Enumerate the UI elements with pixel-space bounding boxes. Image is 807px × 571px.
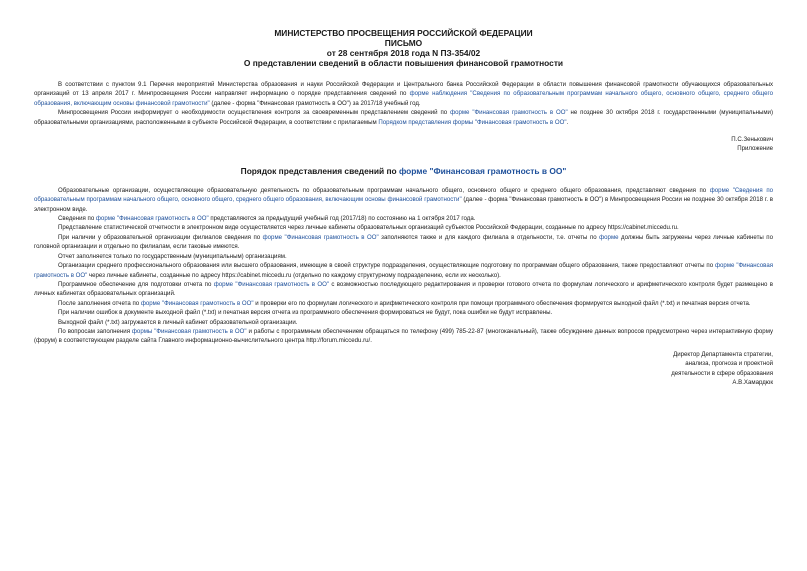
ministry-title: МИНИСТЕРСТВО ПРОСВЕЩЕНИЯ РОССИЙСКОЙ ФЕДЕРАЦИИ: [274, 28, 533, 38]
intro-text: (далее - форма "Финансовая грамотность в ОО") за 2017/18 учебный год.: [209, 99, 421, 107]
body-paragraph-2: [34, 214, 773, 223]
signer-title-line-3: деятельности в сфере образования: [671, 369, 773, 377]
intro-text: В соответствии с пунктом 9.1 Перечня мероприятий Министерства образования и науки Российской Федерации и Центрального банка Российской Федерации в области повышения финансовой грамотности обучающихся образовательных организаций от 13 апреля 2017 г. Минпросвещения России направляет информацию о порядке представления сведений по: [34, 81, 773, 98]
signer-name: П.С.Зенькович: [731, 136, 773, 144]
body-text: Программное обеспечение для подготовки отчета по: [58, 280, 214, 288]
form-financial-literacy-link[interactable]: форме "Финансовая грамотность в ОО": [34, 262, 774, 279]
section-title: [34, 166, 773, 176]
body-text: Организации среднего профессионального образования или высшего образования, имеющие в своей структуре подразделения, осуществляющие подготовку по программам общего образования, также предоставляют отчеты по: [58, 262, 716, 270]
section-title-form-link[interactable]: форме "Финансовая грамотность в ОО": [398, 165, 567, 176]
body-paragraph-5: Отчет заполняется только по государственным (муниципальным) организациям.: [58, 252, 287, 260]
intro-paragraph-2: [34, 108, 773, 127]
form-financial-literacy-link[interactable]: форме "Финансовая грамотность в ОО": [262, 233, 379, 241]
body-text: через личные кабинеты, созданные по адресу https://cabinet.miccedu.ru (отдельно по каждому структурному подразделению, если их несколько).: [87, 271, 501, 279]
body-text: заполняются также и для каждого филиала в отдельности, т.е. отчеты по: [378, 233, 600, 241]
body-text: с возможностью последующего редактирования и проверки готового отчета по формулам логического и арифметического контроля будет размещено в личных кабинетах образовательных организаций.: [34, 280, 773, 298]
body-paragraph-10: Выходной файл (*.txt) загружается в личный кабинет образовательной организации.: [58, 318, 298, 326]
section-title-text: Порядок представления сведений по: [240, 165, 399, 176]
signature-block: [34, 350, 773, 388]
form-financial-literacy-link[interactable]: форме "Финансовая грамотность в ОО": [140, 299, 254, 307]
document-type: ПИСЬМО: [384, 38, 423, 48]
intro-text: .: [566, 118, 569, 126]
intro-paragraph-1: [34, 80, 773, 108]
intro-text: не позднее 30 октября 2018 г. государственными (муниципальными) образовательными организациями, расположенными в субъекте Российской Федерации, в соответствии с прилагаемым: [34, 109, 773, 126]
body-text: и работы с программным обеспечением обращаться по телефону (499) 785-22-87 (многоканальный), также обсуждение данных вопросов предусмотрено через интерактивную форму (форум) в соответствующем разделе сайта Главного информационно-вычислительного центра http://forum.miccedu.ru/.: [34, 327, 773, 345]
body-text: По вопросам заполнения: [58, 327, 132, 335]
body-text: (далее - форма "Финансовая грамотность в ОО") в Минпросвещения России не позднее 30 октября 2018 г. в электронном виде.: [34, 196, 774, 213]
body-paragraph-3: Представление статистической отчетности в электронном виде осуществляется через личные кабинеты образовательных организаций субъектов Российской Федерации, созданные по адресу https://cabinet.miccedu.ru.: [58, 224, 679, 232]
form-observation-link[interactable]: форме наблюдения "Сведения по образовательным программам начального общего, основного общего, среднего общего образования, включающим основы финансовой грамотности": [34, 90, 773, 107]
signer-title-line-2: анализа, прогноза и проектной: [685, 360, 773, 368]
form-observation-link[interactable]: форме "Сведения по образовательным программам начального общего, основного общего, среднего общего образования, включающим основы финансовой грамотности": [34, 186, 774, 204]
document-header: [34, 28, 773, 68]
body-text: и проверки его по формулам логического и арифметического контроля при помощи программного обеспечения формируется выходной файл (*.txt) и печатная версия отчета.: [253, 299, 751, 307]
document-subject: О представлении сведений в области повышения финансовой грамотности: [243, 58, 564, 68]
body-text: должны быть загружены через личные кабинеты по головной организации и отдельно по филиалам, если таковые имеются.: [34, 233, 773, 251]
body-text: Образовательные организации, осуществляющие образовательную деятельность по образовательным программам начального общего, основного общего и среднего общего образования, представляют сведения по: [58, 186, 710, 194]
form-link[interactable]: форме: [599, 233, 619, 241]
body-text: представляются за предыдущий учебный год (2017/18) по состоянию на 1 октября 2017 года.: [208, 215, 476, 223]
intro-text: Минпросвещения России информирует о необходимости осуществления контроля за своевременным представлением сведений по: [58, 109, 451, 117]
procedure-link[interactable]: Порядком представления формы "Финансовая грамотность в ОО": [378, 118, 567, 126]
form-financial-literacy-link[interactable]: форме "Финансовая грамотность в ОО": [95, 215, 209, 223]
body-paragraph-8: [34, 299, 773, 308]
document-date-number: от 28 сентября 2018 года N ПЗ-354/02: [326, 48, 481, 58]
body-text: После заполнения отчета по: [58, 299, 141, 307]
form-financial-literacy-link[interactable]: форме "Финансовая грамотность в ОО": [450, 109, 568, 117]
body-text: При наличии у образовательной организации филиалов сведения по: [58, 233, 263, 241]
attachment-label: Приложение: [737, 145, 773, 153]
body-paragraph-4: [34, 233, 773, 252]
signer-title-line-1: Директор Департамента стратегии,: [673, 350, 773, 358]
body-paragraph-1: [34, 186, 773, 214]
body-paragraph-6: [34, 261, 773, 280]
body-text: Сведения по: [58, 215, 96, 223]
body-paragraph-9: При наличии ошибок в документе выходной файл (*.txt) и печатная версия отчета из программного обеспечения формироваться не будут, пока ошибки не будут исправлены.: [58, 309, 553, 317]
body-paragraph-11: [34, 327, 773, 346]
form-financial-literacy-link[interactable]: форме "Финансовая грамотность в ОО": [213, 280, 329, 288]
signer-name: А.В.Хамардюк: [732, 378, 773, 386]
body-paragraph-7: [34, 280, 773, 299]
form-financial-literacy-link[interactable]: формы "Финансовая грамотность в ОО": [131, 327, 247, 335]
